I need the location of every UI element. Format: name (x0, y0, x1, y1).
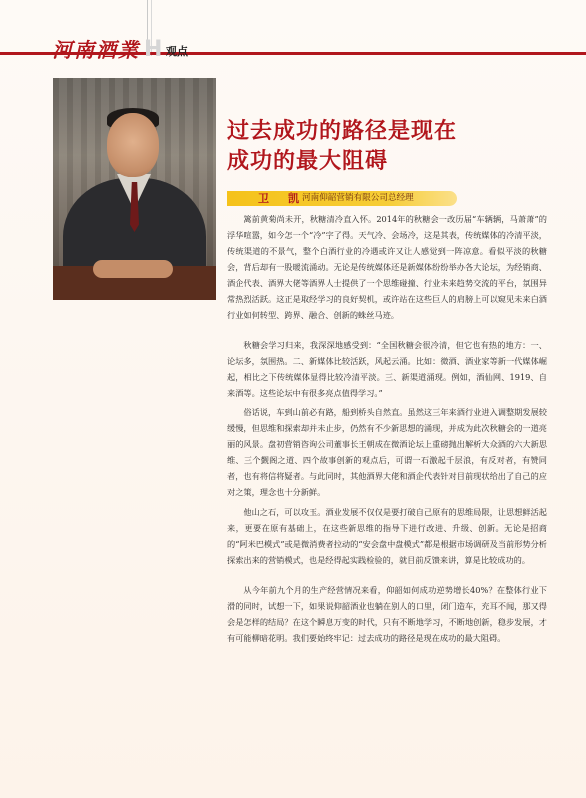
article-title-line1: 过去成功的路径是现在 (227, 119, 458, 144)
paragraph-3: 俗话说，车到山前必有路，船到桥头自然直。虽然这三年来酒行业进入调整期发展较缓慢，但思维和探索却并未止步，仍然有不少新思想的涌现，并成为此次秋糖会的一道亮丽的风景。盘初营销咨询公司董事长王朝成在微酒论坛上重磅抛出解析大众酒的六大新思维、三个觐阁之道、四个故事创新的观点后，可谓一石激起千层浪，有反对者，有赞同者，也有将信将疑者。与此同时，其他酒界大佬和酒企代表针对目前现状给出了自己的应对之策，理念也十分新鲜。 (227, 407, 547, 497)
article-title-line2: 成功的最大阻碍 (227, 149, 389, 174)
paragraph-5: 从今年前九个月的生产经营情况来看，仰韶如何成功逆势增长40%？在整体行业下滑的同时，试想一下，如果说仰韶酒业也躺在别人的口里，闭门造车，充耳不闻，那又得会是怎样的结局？在这个瞬息万变的时代，只有不断地学习，不断地创新，稳步发展，才有可能柳暗花明。我们要始终牢记：过去成功的路径是现在成功的最大阻碍。 (227, 585, 547, 643)
logo-h-mark: H (144, 37, 163, 62)
paragraph-1: 篱前黄菊尚未开，秋糖清冷直入怀。2014年的秋糖会一改历届“车辆辆，马萧萧”的浮华喧嚣，如今怎一个“冷”字了得。天气冷、会场冷，这是其表，传统媒体的冷清平淡，传统渠道的不景气，整个白酒行业的冷遇或许又让人感觉到一阵凉意。看似平淡的秋糖会，背后却有一股暖流涌动。无论是传统媒体还是新媒体纷纷举办各大论坛，为经销商、酒企代表、酒界大佬等酒界人士提供了一个思维碰撞、行业未来趋势交流的平台，氛围异常热烈活跃。这正是取经学习的良好契机，或许站在这些巨人的肩膀上可以窥见未来白酒行业如何转型、跨界、融合、创新的蛛丝马迹。 (227, 214, 547, 320)
section-label: 观点 (166, 45, 188, 58)
magazine-logo: 河南酒業 (52, 38, 140, 62)
paragraph-4: 他山之石，可以攻玉。酒业发展不仅仅是要打破自己原有的思维局限，让思想鲜活起来，更要在原有基础上，在这些新思维的指导下进行改进、升级、创新。无论是招商的“阿米巴模式”或是微消费者拉动的“安会盘中盘模式”都是根据市场调研及当前形势分析探索出来的营销模式，也是经得起实践检验的，就目前反馈来讲，算是比较成功的。 (227, 507, 547, 565)
author-name: 卫 凯 (258, 192, 303, 205)
article-title (227, 117, 547, 177)
author-role: 河南仰韶营销有限公司总经理 (302, 193, 414, 203)
paragraph-2: 秋糖会学习归来，我深深地感受到：“全国秋糖会很冷清，但它也有热的地方：一、论坛多，氛围热。二、新媒体比较活跃，风起云涌。比如：微酒、酒业家等新一代媒体崛起，相比之下传统媒体显得比较冷清平淡。三、新渠道涌现。例如，酒仙网、1919、自来酒等。这些论坛中有很多亮点值得学习。” (227, 340, 547, 398)
author-portrait (53, 78, 216, 300)
